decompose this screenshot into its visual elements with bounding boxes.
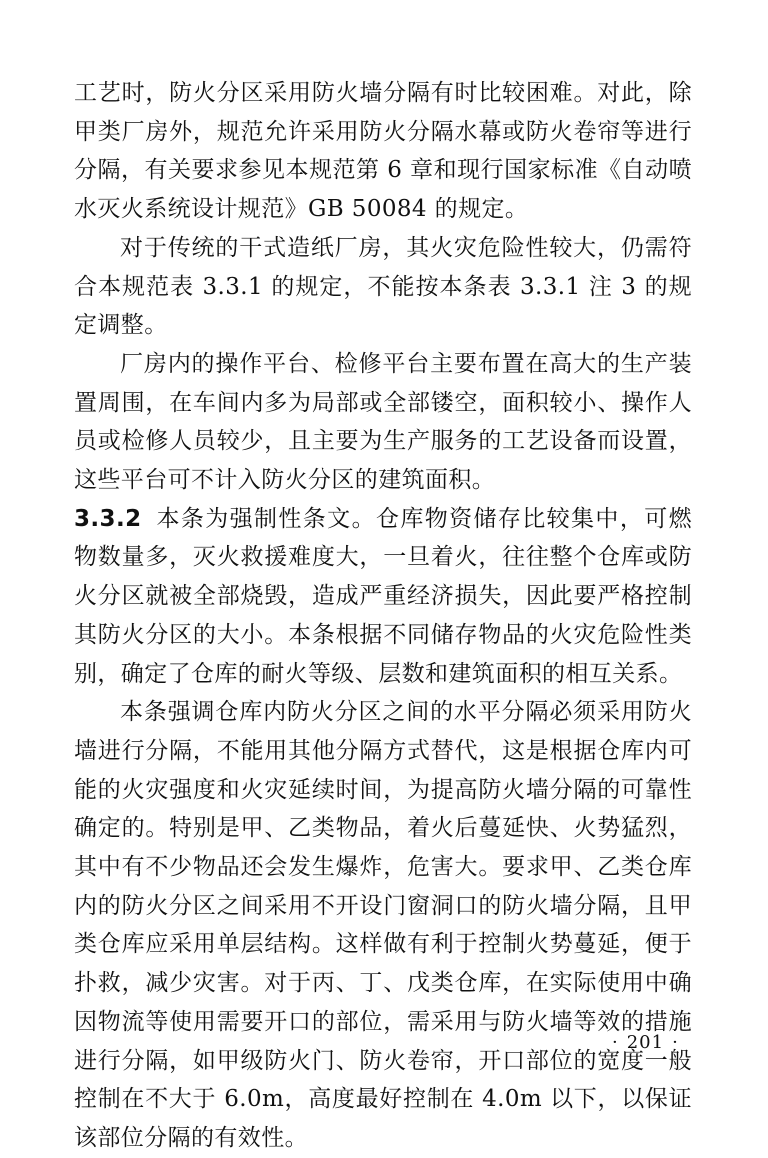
paragraph-2: 对于传统的干式造纸厂房，其火灾危险性较大，仍需符合本规范表 3.3.1 的规定，不能按本条表 3.3.1 注 3 的规定调整。 [74, 234, 692, 339]
page-number-marker-left: · [612, 1032, 619, 1053]
page-number-marker-right: · [672, 1032, 679, 1053]
clause-3-3-2-paragraph [74, 500, 692, 694]
page-number [604, 1032, 687, 1053]
paragraph-3: 厂房内的操作平台、检修平台主要布置在高大的生产装置周围，在车间内多为局部或全部镂空，面积较小、操作人员或检修人员较少，且主要为生产服务的工艺设备而设置，这些平台可不计入防火分区的建筑面积。 [74, 350, 692, 494]
paragraph-1: 工艺时，防火分区采用防火墙分隔有时比较困难。对此，除甲类厂房外，规范允许采用防火分隔水幕或防火卷帘等进行分隔，有关要求参见本规范第 6 章和现行国家标准《自动喷水灭火系统设计规范》GB 50084 的规定。 [74, 80, 692, 223]
page-number-value: 201 [626, 1032, 665, 1053]
document-body [74, 74, 692, 1158]
clause-3-3-2-text: 本条为强制性条文。仓库物资储存比较集中，可燃物数量多，灭火救援难度大，一旦着火，往往整个仓库或防火分区就被全部烧毁，造成严重经济损失，因此要严格控制其防火分区的大小。本条根据不同储存物品的火灾危险性类别，确定了仓库的耐火等级、层数和建筑面积的相互关系。 [74, 505, 692, 687]
paragraph-5: 本条强调仓库内防火分区之间的水平分隔必须采用防火墙进行分隔，不能用其他分隔方式替代，这是根据仓库内可能的火灾强度和火灾延续时间，为提高防火墙分隔的可靠性确定的。特别是甲、乙类物品，着火后蔓延快、火势猛烈，其中有不少物品还会发生爆炸，危害大。要求甲、乙类仓库内的防火分区之间采用不开设门窗洞口的防火墙分隔，且甲类仓库应采用单层结构。这样做有利于控制火势蔓延，便于扑救，减少灾害。对于丙、丁、戊类仓库，在实际使用中确因物流等使用需要开口的部位，需采用与防火墙等效的措施进行分隔，如甲级防火门、防火卷帘，开口部位的宽度一般控制在不大于 6.0m，高度最好控制在 4.0m 以下，以保证该部位分隔的有效性。 [74, 699, 692, 1151]
clause-number: 3.3.2 [74, 505, 142, 532]
